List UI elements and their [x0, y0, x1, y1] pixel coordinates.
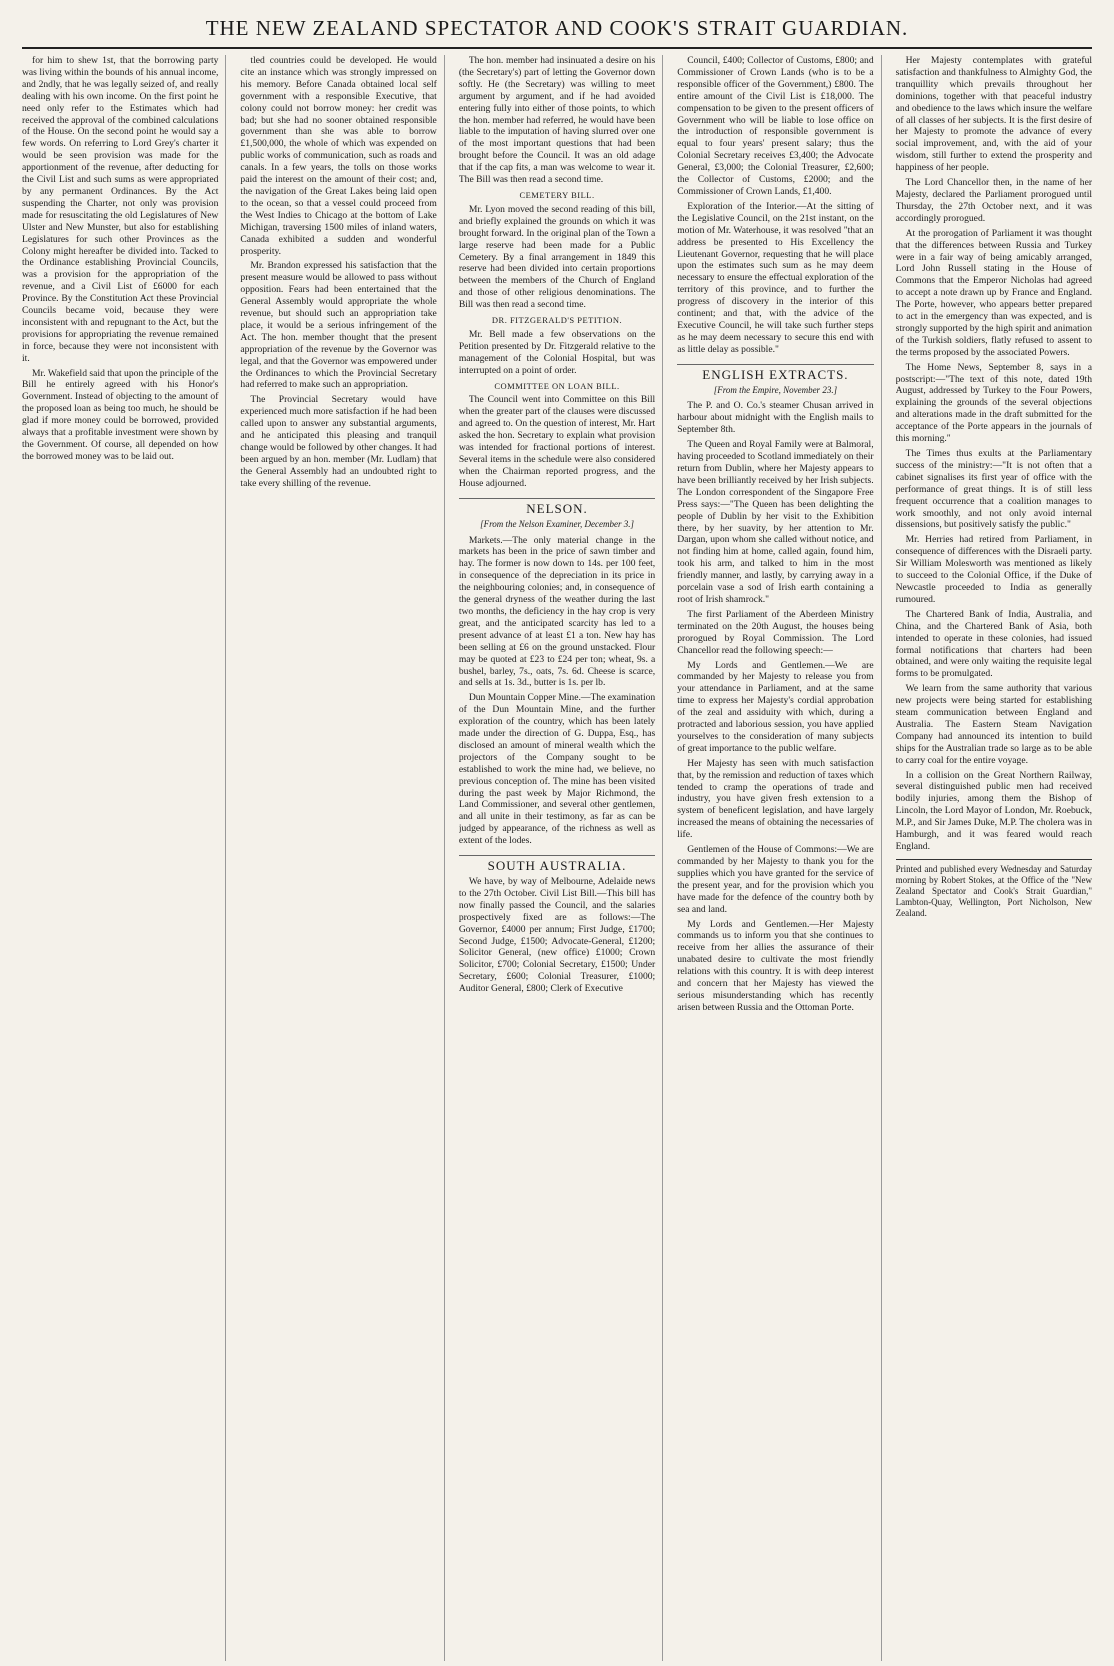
section-subtitle: COMMITTEE ON LOAN BILL.: [494, 380, 620, 391]
article-paragraph: The Times thus exults at the Parliamentary success of the ministry:—"It is not often that a cabinet signalises its first year of office with the performance of great things. It is of still less frequent occurrence that a coalition manages to work smoothly, and not only avoid internal dissensions, but positively satisfy the public.": [895, 448, 1093, 531]
article-paragraph: Her Majesty contemplates with grateful satisfaction and thankfulness to Almighty God, the tranquillity which prevails throughout her dominions, together with that peaceful industry and obedience to the laws which insure the welfare of all classes of her subjects. It is the first desire of her Majesty to promote the advance of every social improvement, and, with the aid of your wisdom, still further to extend the prosperity and happiness of her people.: [895, 55, 1093, 174]
column-2: [240, 55, 444, 1661]
article-paragraph: Mr. Brandon expressed his satisfaction that the present measure would be allowed to pass without opposition. Fears had been entertained that the General Assembly would appropriate the whole revenue, but should such an appropriation take place, it would be a serious infringement of the Act. The hon. member thought that the present appropriation of the revenue by the Governor was legal, and that the Governor was empowered under the Ordinances to which the Provincial Secretary had referred to make such an appropriation.: [240, 260, 437, 391]
article-paragraph: The hon. member had insinuated a desire on his (the Secretary's) part of letting the Governor down softly. He (the Secretary) was willing to meet argument by argument, and if he had avoided entering fully into either of those points, to which the hon. member had referred, he would have been liable to the imputation of having slurred over one of the most important questions that had been brought before the Council. It was an old adage that if the cap fits, a man was welcome to wear it. The Bill was then read a second time.: [458, 55, 656, 186]
column-5: [896, 55, 1092, 1661]
article-paragraph: My Lords and Gentlemen.—Her Majesty commands us to inform you that she continues to receive from her allies the assurance of their unabated desire to cultivate the most friendly relations with this country. It is with deep interest and concern that her Majesty has viewed the serious misunderstanding which has recently arisen between Russia and the Ottoman Porte.: [677, 918, 874, 1013]
source-line: [From the Nelson Examiner, December 3.]: [480, 518, 634, 529]
article-paragraph: Mr. Lyon moved the second reading of this bill, and briefly explained the grounds on which it was brought forward. In the original plan of the Town a large reserve had been made for a Public Cemetery. By a final arrangement in 1849 this reserve had been divided into certain proportions between the members of the Church of England and those of other religious denominations. The Bill was then read a second time.: [458, 203, 656, 311]
article-paragraph: Mr. Herries had retired from Parliament, in consequence of differences with the Disraeli party. Sir William Molesworth was mentioned as likely to succeed to the Colonial Office, if the Duke of Newcastle proceeded to India as generally rumoured.: [895, 534, 1093, 605]
article-paragraph: Mr. Bell made a few observations on the Petition presented by Dr. Fitzgerald relative to the management of the Colonial Hospital, but was interrupted on a point of order.: [458, 328, 656, 376]
article-paragraph: tled countries could be developed. He would cite an instance which was strongly impressed on his memory. Before Canada obtained local self government with a responsible Executive, that colony could not borrow money: her credit was bad; but she had no sooner obtained responsible government than she was able to borrow £1,500,000, the whole of which was expended on public works of communication, such as roads and canals. In a few years, the tolls on those works paid the interest on the amount of their cost; and, the navigation of the Great Lakes being laid open to the ocean, so that a vessel could proceed from the West Indies to Chicago at the bottom of Lake Michigan, traversing 1500 miles of inland waters, Canada exhibited a sudden and wonderful prosperity.: [240, 55, 437, 257]
article-paragraph: The Queen and Royal Family were at Balmoral, having proceeded to Scotland immediately on their return from Dublin, where her Majesty appears to have been brilliantly received by her Irish subjects. The London correspondent of the Singapore Free Press says:—"The Queen has been delighting the people of Dublin by her visit to the Exhibition there, by her suavity, by her attention to Mr. Dargan, upon whom she called without notice, and not finding him at home, called again, found him, took his arm, and talked to him in the most friendly manner, and lastly, by carrying away in a porcelain vase a sod of Irish earth containing a root of Irish shamrock.": [677, 439, 874, 605]
source-line: [From the Empire, November 23.]: [713, 384, 838, 395]
article-paragraph: Her Majesty has seen with much satisfaction that, by the remission and reduction of taxes which tended to cramp the operations of trade and industry, you have given fresh extension to a system of beneficent legislation, and have largely increased the means of obtaining the necessaries of life.: [677, 757, 874, 841]
column-4: [677, 55, 881, 1661]
article-paragraph: for him to shew 1st, that the borrowing party was living within the bounds of his annual income, and 2ndly, that he was legally seized of, and really dealing with his own income. On the first point he need only refer to the Estimates which had received the approval of the combined calculations of the House. On the second point he would say a few words. On referring to Lord Grey's charter it would be seen provision was made for the apportionment of the revenue, after deducting for the Civil List and such sums as were appropriated by any permanent Ordinances. By the Act suspending the Charter, not only was provision made for resuscitating the old Legislatures of New Ulster and New Munster, but also for establishing Legislatures for such other Provinces as the Colony might hereafter be divided into. Tacked to the Ordinance establishing Provincial Councils, was a provision for the appropriation of the revenue, and a Civil List of £6000 for each Province. By the Constitution Act these Provincial Councils became void, because they were inconsistent with and repugnant to the Act, but the provisions for appropriating the revenue remained in force, because they were not inconsistent with it.: [22, 55, 219, 364]
article-paragraph: Markets.—The only material change in the markets has been in the price of sawn timber and hay. The former is now down to 14s. per 100 feet, in consequence of the depreciation in its price in the neighbouring colonies; and, in consequence of the general dryness of the weather during the last two months, the deficiency in the hay crop is very great, and the anticipated scarcity has led to a present advance of at least £1 a ton. New hay has been selling at £6 on the ground unstacked. Flour may be quoted at £23 to £24 per ton; wheat, 9s. a bushel, barley, 7s., oats, 7s. 6d. Cheese is scarce, and sells at 1s. 3d., butter is 1s. per lb.: [458, 534, 656, 689]
article-paragraph: My Lords and Gentlemen.—We are commanded by her Majesty to release you from your attendance in Parliament, and at the same time to express her Majesty's cordial approbation of the zeal and assiduity with which, during a protracted and laborious session, you have applied yourselves to the consideration of many subjects of great importance to the public welfare.: [677, 659, 874, 754]
article-paragraph: Gentlemen of the House of Commons:—We are commanded by her Majesty to thank you for the supplies which you have granted for the service of the present year, and for the provision which you have made for the defence of the country both by sea and land.: [677, 844, 874, 915]
article-paragraph: Mr. Wakefield said that upon the principle of the Bill he entirely agreed with his Honor's Government. Instead of objecting to the amount of the proposed loan as being too much, he should be glad if more money could be borrowed, provided always that a profitable investment were shown by the Government. Of course, all depended on how the borrowed money was to be laid out.: [22, 367, 219, 462]
article-paragraph: We have, by way of Melbourne, Adelaide news to the 27th October. Civil List Bill.—This bill has now finally passed the Council, and the salaries prospectively fixed are as follows:—The Governor, £4000 per annum; First Judge, £1700; Second Judge, £1500; Advocate-General, £1200; Solicitor General, (new office) £1000; Crown Solicitor, £700; Colonial Secretary, £1500; Under Secretary, £600; Colonial Treasurer, £1000; Auditor General, £800; Clerk of Executive: [458, 876, 656, 995]
article-paragraph: Exploration of the Interior.—At the sitting of the Legislative Council, on the 21st instant, on the motion of Mr. Waterhouse, it was resolved "that an address be presented to His Excellency the Lieutenant Governor, requesting that he will place upon the estimates such sum as he may deem necessary to ensure the effectual exploration of the territory of this province, and to further the progress of discovery in the interior of this continent; and that, with the advice of the Executive Council, he will take such further steps as he may deem necessary to secure this end with as little delay as possible.": [677, 200, 874, 355]
article-paragraph: Council, £400; Collector of Customs, £800; and Commissioner of Crown Lands (who is to be a responsible officer of the Government,) £800. The entire amount of the Civil List is £18,000. The compensation to be given to the present officers of Government who will be liable to lose office on the introduction of responsible government is equal to four years' present salary; thus the Colonial Secretary receives £3,400; the Advocate General, £3,000; the Colonial Treasurer, £2,600; the Collector of Customs, £2000; and the Commissioner of Crown Lands, £1,400.: [677, 55, 874, 197]
article-paragraph: The Provincial Secretary would have experienced much more satisfaction if he had been called upon to answer any substantial arguments, and he anticipated this pleasing and tranquil change would be followed by other changes. It had been argued by an hon. member (Mr. Ludlam) that the General Assembly had an undoubted right to take every shilling of the revenue.: [240, 394, 437, 489]
article-paragraph: The Lord Chancellor then, in the name of her Majesty, declared the Parliament prorogued until Thursday, the 27th October next, and it was accordingly prorogued.: [895, 177, 1093, 224]
article-paragraph: Dun Mountain Copper Mine.—The examination of the Dun Mountain Mine, and the further exploration of the country, which has been lately made under the direction of G. Duppa, Esq., has disclosed an amount of mineral wealth which the projectors of the Company sought to be established to work the mine had, we believe, no previous conception of. The mine has been visited during the past week by Major Richmond, the Land Commissioner, and several other gentlemen, and all unite in their testimony, as far as can be judged by appearance, of the richness as well as extent of the lodes.: [458, 692, 656, 847]
article-paragraph: The P. and O. Co.'s steamer Chusan arrived in harbour about midnight with the English mails to September 8th.: [677, 400, 874, 436]
colophon: Printed and published every Wednesday and Saturday morning by Robert Stokes, at the Office of the "New Zealand Spectator and Cook's Strait Guardian," Lambton-Quay, Wellington, Port Nicholson, New Zealand.: [896, 859, 1092, 919]
article-paragraph: The Chartered Bank of India, Australia, and China, and the Chartered Bank of Asia, both intended to operate in these colonies, had issued formal notifications that charters had been obtained, and were only waiting the requisite legal forms to be promulgated.: [895, 608, 1093, 680]
columns: [22, 55, 1092, 1661]
masthead: THE NEW ZEALAND SPECTATOR AND COOK'S STRAIT GUARDIAN.: [22, 6, 1092, 49]
section-subtitle: DR. FITZGERALD'S PETITION.: [491, 315, 623, 326]
section-title-english-extracts: ENGLISH EXTRACTS.: [677, 364, 873, 381]
section-title-south-australia: SOUTH AUSTRALIA.: [459, 855, 655, 872]
column-1: [22, 55, 226, 1661]
article-paragraph: We learn from the same authority that various new projects were being started for establishing steam communication between England and Australia. The Eastern Steam Navigation Company had announced its intention to build ships for the Australian trade so large as to be able to carry coal for the entire voyage.: [895, 683, 1093, 766]
article-paragraph: At the prorogation of Parliament it was thought that the differences between Russia and Turkey were in a fair way of being amicably arranged, Lord John Russell stating in the House of Commons that the Emperor Nicholas had agreed to accept a note drawn up by France and England. The Porte, however, who appears better prepared to act in the emergency than was expected, and is strongly supported by the high spirit and animation of the Turkish soldiers, flatly refused to assent to the terms proposed by the associated Powers.: [895, 227, 1093, 358]
section-title-nelson: NELSON.: [459, 498, 655, 515]
column-3: [459, 55, 663, 1661]
article-paragraph: In a collision on the Great Northern Railway, several distinguished public men had received bodily injuries, among them the Bishop of Lincoln, the Lord Mayor of London, Mr. Roebuck, M.P., and Sir James Duke, M.P. The cholera was in Hamburgh, and it was feared would reach England.: [895, 769, 1093, 852]
article-paragraph: The first Parliament of the Aberdeen Ministry terminated on the 20th August, the houses being prorogued by Royal Commission. The Lord Chancellor read the following speech:—: [677, 608, 874, 656]
article-paragraph: The Home News, September 8, says in a postscript:—"The text of this note, dated 19th August, addressed by Turkey to the Four Powers, explaining the grounds of the several objections and alterations made in the draft submitted for the acceptance of the Porte appears in the journals of this morning.": [895, 361, 1093, 445]
section-subtitle: CEMETERY BILL.: [519, 189, 595, 200]
article-paragraph: The Council went into Committee on this Bill when the greater part of the clauses were discussed and agreed to. On the question of interest, Mr. Hart asked the hon. Secretary to explain what provision was intended for fractional portions of interest. Several items in the schedule were also considered when the Chairman reported progress, and the House adjourned.: [458, 394, 656, 489]
